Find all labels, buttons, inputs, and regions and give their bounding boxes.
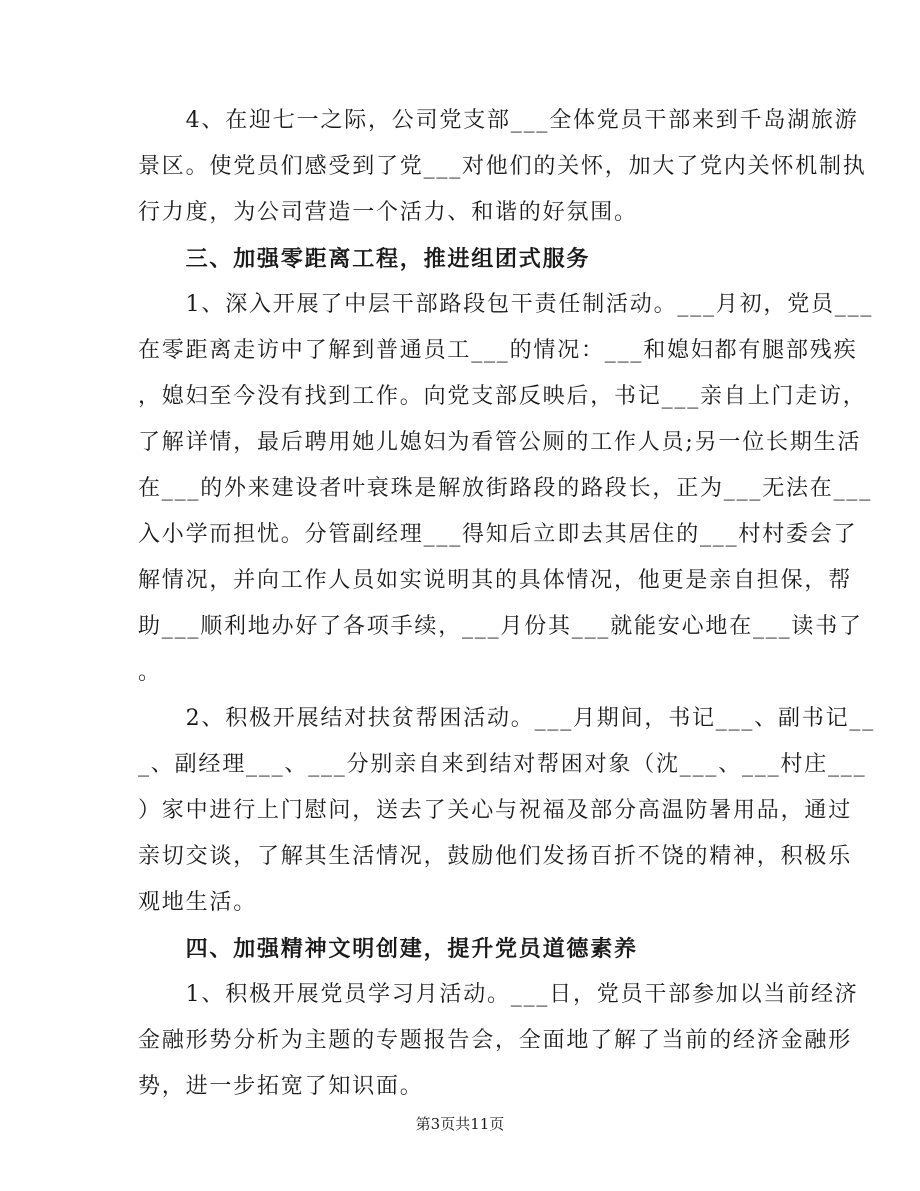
text-line: 4、在迎七一之际，公司党支部___全体党员干部来到千岛湖旅游 (138, 108, 859, 133)
text-line: 在零距离走访中了解到普通员工___的情况：___和媳妇都有腿部残疾 (138, 338, 858, 363)
text-line: 在___的外来建设者叶衰珠是解放街路段的路段长，正为___无法在___ (138, 476, 873, 501)
page-number: 第3页共11页 (415, 1115, 505, 1133)
text-line: 1、深入开展了中层干部路段包干责任制活动。___月初，党员___ (138, 292, 874, 317)
text-line: 解情况，并向工作人员如实说明其的具体情况，他更是亲自担保，帮 (138, 568, 853, 593)
text-line: 1、积极开展党员学习月活动。___日，党员干部参加以当前经济 (138, 982, 859, 1007)
text-line: 。 (138, 660, 162, 685)
text-line: 亲切交谈，了解其生活情况，鼓励他们发扬百折不饶的精神，积极乐 (138, 844, 853, 869)
text-line: ）家中进行上门慰问，送去了关心与祝福及部分高温防暑用品，通过 (138, 798, 853, 823)
text-line: 金融形势分析为主题的专题报告会，全面地了解了当前的经济金融形 (138, 1028, 853, 1053)
text-line: 2、积极开展结对扶贫帮困活动。___月期间，书记___、副书记__ (138, 706, 875, 731)
text-line: 势，进一步拓宽了知识面。 (138, 1074, 424, 1099)
text-line: ，媳妇至今没有找到工作。向党支部反映后，书记___亲自上门走访， (138, 384, 867, 409)
text-line: 景区。使党员们感受到了党___对他们的关怀，加大了党内关怀机制执 (138, 154, 867, 179)
text-line: 了解详情，最后聘用她儿媳妇为看管公厕的工作人员;另一位长期生活 (138, 430, 862, 455)
section-heading: 四、加强精神文明创建，提升党员道德素养 (138, 936, 638, 962)
text-line: 助___顺利地办好了各项手续，___月份其___就能安心地在___读书了 (138, 614, 863, 639)
text-line: 观地生活。 (138, 890, 258, 915)
document-body (138, 98, 875, 1110)
section-heading: 三、加强零距离工程，推进组团式服务 (138, 246, 591, 272)
text-line: 入小学而担忧。分管副经理___得知后立即去其居住的___村村委会了 (138, 522, 858, 547)
text-line: _、副经理___、___分别亲自来到结对帮困对象（沈___、___村庄___ (138, 752, 867, 777)
text-line: 行力度，为公司营造一个活力、和谐的好氛围。 (138, 200, 638, 225)
